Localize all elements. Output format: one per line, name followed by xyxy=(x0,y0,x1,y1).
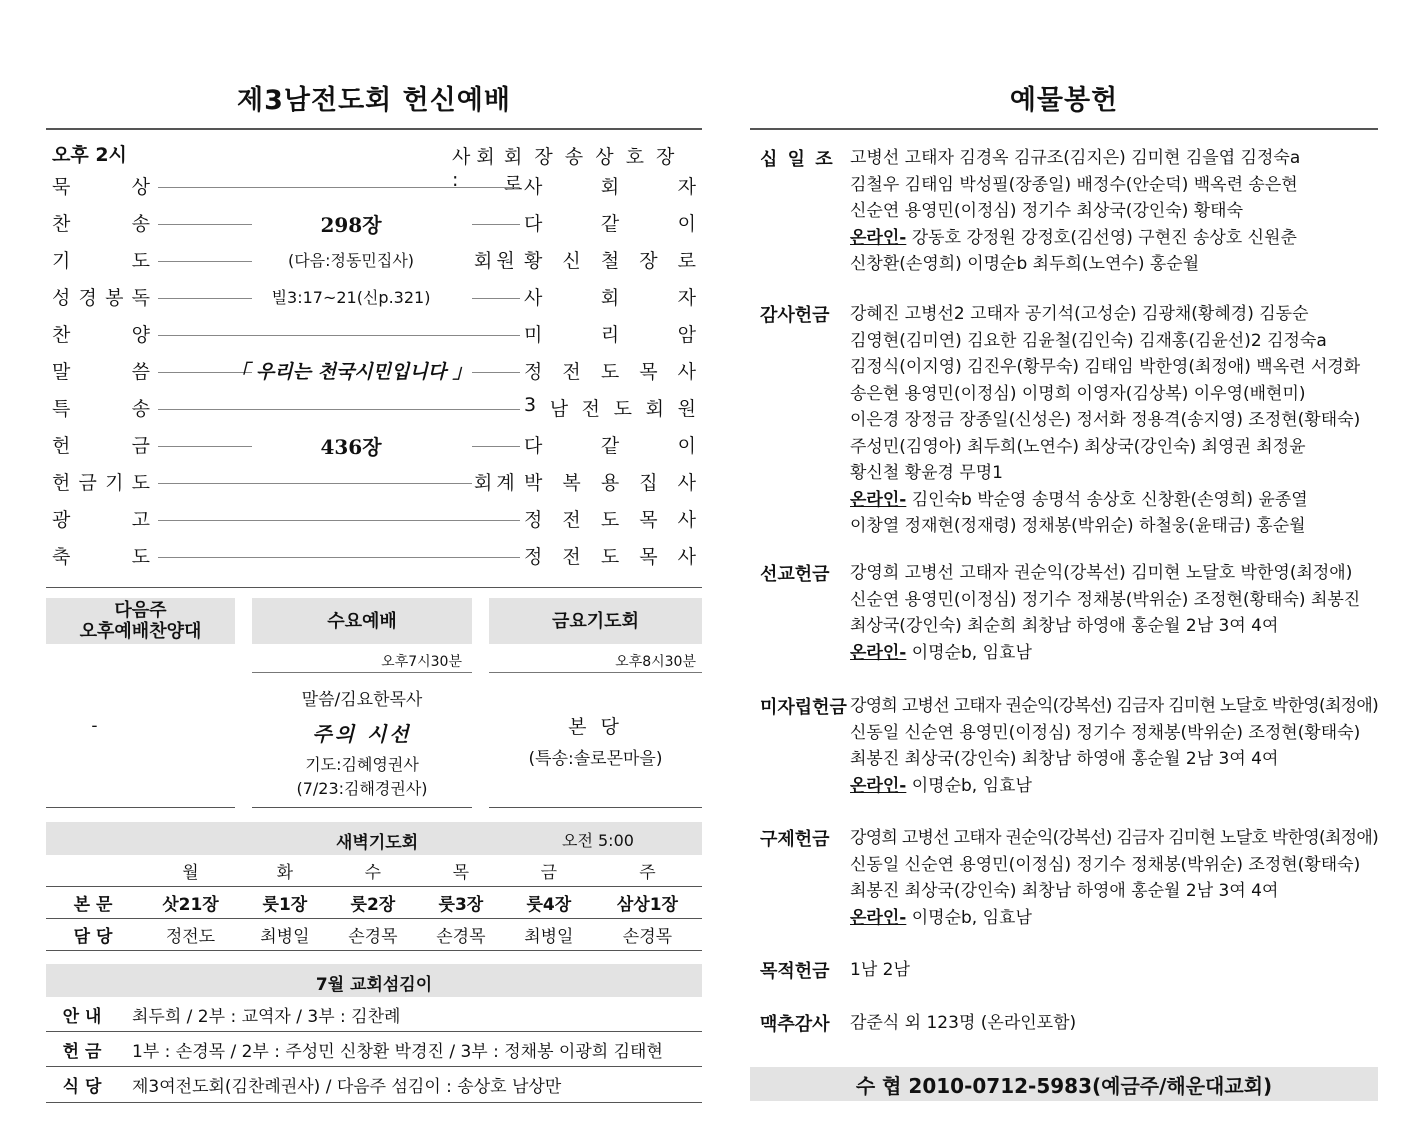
choir-bottom-rule xyxy=(46,807,235,808)
names-line: 신동일 신순연 용영민(이정심) 정기수 정채봉(박위순) 조정현(황태숙) xyxy=(850,854,1361,875)
text-cell: 삼상1장 xyxy=(616,895,678,915)
table-row xyxy=(46,855,702,887)
wednesday-next-prayer: (7/23:김해경권사) xyxy=(296,779,428,798)
names-line: 송은현 용영민(이정심) 이명희 이영자(김상복) 이우영(배현미) xyxy=(850,383,1306,404)
table-row xyxy=(46,887,702,919)
service-label: 식당 xyxy=(62,1076,108,1097)
online-label: 온라인- xyxy=(850,489,907,510)
order-row xyxy=(52,431,696,461)
order-label: 특 송 xyxy=(52,398,150,420)
offering-category: 감사헌금 xyxy=(760,305,830,326)
leader-line xyxy=(472,446,520,447)
leader-line xyxy=(158,557,520,558)
text-cell: 삿21장 xyxy=(162,895,219,915)
choir-box-header xyxy=(46,598,235,644)
online-label: 온라인- xyxy=(850,775,907,796)
service-row-kitchen xyxy=(46,1067,702,1101)
names-line: 1남 2남 xyxy=(850,960,910,980)
order-label: 헌 금 기 도 xyxy=(52,472,150,494)
order-person: 다 같 이 xyxy=(524,435,696,457)
online-names-line: 온라인- 이명순b, 임효남 xyxy=(850,907,1032,928)
friday-special: (특송:솔로몬마을) xyxy=(528,749,663,769)
leader-cell: 최병일 xyxy=(524,927,574,947)
row-label: 담 당 xyxy=(73,927,113,947)
day-cell: 화 xyxy=(276,863,294,883)
order-person: 사 회 자 xyxy=(524,176,696,198)
right-title-rule xyxy=(750,128,1378,130)
friday-time-rule xyxy=(489,672,702,673)
offering-names xyxy=(850,825,1378,931)
names-line: 신순연 용영민(이정심) 정기수 정채봉(박위순) 조정현(황태숙) 최봉진 xyxy=(850,589,1361,610)
service-value: 제3여전도회(김찬례권사) / 다음주 섬김이 : 송상호 남상만 xyxy=(132,1076,562,1097)
leader-line xyxy=(158,187,520,188)
order-detail: 「 우리는 천국시민입니다 」 xyxy=(230,361,472,383)
online-names-line: 온라인- 이명순b, 임효남 xyxy=(850,775,1032,796)
order-row xyxy=(52,468,696,498)
wednesday-bottom-rule xyxy=(252,807,472,808)
wednesday-preacher: 말씀/김요한목사 xyxy=(301,690,423,710)
offering-names xyxy=(850,1010,1378,1037)
order-person: 정 전 도 목 사 xyxy=(524,509,696,531)
offering-category: 선교헌금 xyxy=(760,564,830,585)
leader-line xyxy=(158,409,520,410)
friday-box-header xyxy=(489,598,702,644)
offering-names xyxy=(850,560,1378,666)
order-person: 사 회 자 xyxy=(524,287,696,309)
order-label: 찬 양 xyxy=(52,324,150,346)
order-person: 황 신 철 장 로 xyxy=(524,250,696,272)
names-line: 신동일 신순연 용영민(이정심) 정기수 정채봉(박위순) 조정현(황태숙) xyxy=(850,722,1361,743)
dawn-time: 오전 5:00 xyxy=(562,831,634,850)
leader-cell: 정전도 xyxy=(165,927,216,947)
day-cell: 월 xyxy=(182,863,199,883)
order-person: 정 전 도 목 사 xyxy=(524,546,696,568)
service-value: 최두희 / 2부 : 교역자 / 3부 : 김찬례 xyxy=(132,1006,401,1027)
names-line: 황신철 황윤경 무명1 xyxy=(850,463,1003,483)
names-line: 강영희 고병선 고태자 권순익(강복선) 김금자 김미현 노달호 박한영(최정애) xyxy=(850,696,1379,716)
online-label: 온라인- xyxy=(850,907,907,928)
leader-line xyxy=(158,335,520,336)
worship-time: 오후 2시 xyxy=(52,144,127,166)
offering-names xyxy=(850,145,1378,278)
online-names-line: 이창열 정재현(정재령) 정채봉(박위순) 하철웅(윤태금) 홍순월 xyxy=(850,516,1306,536)
names-line: 신순연 용영민(이정심) 정기수 최상국(강인숙) 황태숙 xyxy=(850,201,1244,221)
day-cell: 주 xyxy=(639,863,656,883)
host-name: 회 장 송 상 호 장 로 xyxy=(504,146,678,195)
wednesday-time: 오후7시30분 xyxy=(381,654,462,670)
order-person: 3 남 전 도 회 원 xyxy=(524,394,696,420)
online-names-line: 신창환(손영희) 이명순b 최두희(노연수) 홍순월 xyxy=(850,254,1200,274)
order-bottom-rule xyxy=(46,587,702,588)
day-cell: 목 xyxy=(452,863,470,883)
leader-line xyxy=(158,520,520,521)
row-label: 본 문 xyxy=(73,895,113,915)
day-cell: 금 xyxy=(540,863,558,883)
order-row xyxy=(52,283,696,313)
leader-line xyxy=(472,298,520,299)
order-row xyxy=(52,542,696,572)
order-label: 광 고 xyxy=(52,509,150,531)
offering-names xyxy=(850,957,1378,984)
names-line: 강영희 고병선 고태자 권순익(강복선) 김금자 김미현 노달호 박한영(최정애) xyxy=(850,828,1379,848)
text-cell: 룻4장 xyxy=(526,895,572,915)
right-page-title: 예물봉헌 xyxy=(1009,85,1119,116)
wednesday-time-rule xyxy=(252,672,472,673)
order-label: 기 도 xyxy=(52,250,150,272)
online-names-line: 온라인- 이명순b, 임효남 xyxy=(850,642,1032,663)
order-row xyxy=(52,246,696,276)
names-line: 최봉진 최상국(강인숙) 최창남 하영애 홍순월 2남 3여 4여 xyxy=(850,749,1279,769)
table-row xyxy=(46,919,702,951)
service-row-guide xyxy=(46,997,702,1031)
offering-names xyxy=(850,693,1378,799)
offering-category: 미자립헌금 xyxy=(760,697,847,718)
service-value: 1부 : 손경목 / 2부 : 주성민 신창환 박경진 / 3부 : 정채봉 이광희 김태현 xyxy=(132,1041,663,1062)
order-row xyxy=(52,357,696,387)
names-line: 강혜진 고병선2 고태자 공기석(고성순) 김광채(황혜경) 김동순 xyxy=(850,304,1309,324)
text-cell: 룻2장 xyxy=(350,895,396,915)
order-person: 다 같 이 xyxy=(524,213,696,235)
left-page-title: 제3남전도회 헌신예배 xyxy=(237,85,511,116)
order-detail: (다음:정동민집사) xyxy=(287,251,415,270)
choir-value: - xyxy=(91,716,98,736)
leader-cell: 최병일 xyxy=(260,927,310,947)
wednesday-prayer: 기도:김혜영권사 xyxy=(305,755,419,774)
order-detail: 298장 xyxy=(320,213,382,237)
wednesday-title: 수요예배 xyxy=(327,610,397,632)
friday-bottom-rule xyxy=(489,807,702,808)
names-line: 감준식 외 123명 (온라인포함) xyxy=(850,1013,1077,1033)
leader-cell: 손경목 xyxy=(622,927,673,947)
text-cell: 룻3장 xyxy=(438,895,484,915)
order-row xyxy=(52,320,696,350)
host-label: 사 회 : xyxy=(452,146,495,191)
friday-place: 본 당 xyxy=(568,716,623,738)
names-line: 고병선 고태자 김경옥 김규조(김지은) 김미현 김을엽 김정숙a xyxy=(850,148,1301,168)
leader-cell: 손경목 xyxy=(436,927,486,947)
offering-names xyxy=(850,301,1378,540)
wednesday-sermon: 주의 시선 xyxy=(312,722,412,746)
service-label: 헌금 xyxy=(62,1041,108,1062)
online-names-line: 온라인- 김인숙b 박순영 송명석 송상호 신창환(손영희) 윤종열 xyxy=(850,489,1308,510)
order-person: 정 전 도 목 사 xyxy=(524,361,696,383)
offering-category: 맥추감사 xyxy=(760,1014,830,1035)
title-rule xyxy=(46,128,702,130)
order-row xyxy=(52,172,696,202)
leader-line xyxy=(472,224,520,225)
names-line: 최상국(강인숙) 최순희 최창남 하영애 홍순월 2남 3여 4여 xyxy=(850,616,1279,636)
order-role: 회원 xyxy=(474,250,519,272)
offering-category: 십 일 조 xyxy=(760,149,835,170)
friday-title: 금요기도회 xyxy=(552,610,639,632)
choir-title-1: 다음주 xyxy=(114,600,167,621)
online-label: 온라인- xyxy=(850,227,907,248)
order-row xyxy=(52,209,696,239)
leader-line xyxy=(158,483,472,484)
names-line: 김영현(김미연) 김요한 김윤철(김인숙) 김재홍(김윤선)2 김정숙a xyxy=(850,330,1327,351)
names-line: 주성민(김영아) 최두희(노연수) 최상국(강인숙) 최영권 최정윤 xyxy=(850,436,1306,457)
order-label: 묵 상 xyxy=(52,176,150,198)
online-names-line: 온라인- 강동호 강정원 강정호(김선영) 구현진 송상호 신원춘 xyxy=(850,227,1297,248)
order-label: 헌 금 xyxy=(52,435,150,457)
order-detail: 빌3:17~21(신p.321) xyxy=(271,288,431,307)
order-row xyxy=(52,394,696,424)
order-detail: 436장 xyxy=(320,435,382,459)
dawn-title: 새벽기도회 xyxy=(336,833,419,853)
order-label: 찬 송 xyxy=(52,213,150,235)
names-line: 최봉진 최상국(강인숙) 최창남 하영애 홍순월 2남 3여 4여 xyxy=(850,881,1279,901)
names-line: 이은경 장정금 장종일(신성은) 정서화 정용격(송지영) 조정현(황태숙) xyxy=(850,410,1361,430)
order-row xyxy=(52,505,696,535)
day-cell: 수 xyxy=(364,863,382,883)
order-label: 축 도 xyxy=(52,546,150,568)
offering-category: 목적헌금 xyxy=(760,961,830,982)
order-label: 성 경 봉 독 xyxy=(52,287,150,309)
friday-time: 오후8시30분 xyxy=(615,654,696,670)
bank-account-text: 수 협 2010-0712-5983(예금주/해운대교회) xyxy=(855,1073,1273,1098)
order-label: 말 씀 xyxy=(52,361,150,383)
service-title: 7월 교회섬김이 xyxy=(315,975,433,995)
names-line: 강영희 고병선 고태자 권순익(강복선) 김미현 노달호 박한영(최정애) xyxy=(850,563,1353,583)
choir-title-2: 오후예배찬양대 xyxy=(79,621,202,642)
names-line: 김철우 김태임 박성필(장종일) 배정수(안순덕) 백옥련 송은현 xyxy=(850,174,1298,195)
names-line: 김정식(이지영) 김진우(황무숙) 김태임 박한영(최정애) 백옥련 서경화 xyxy=(850,357,1361,377)
leader-cell: 손경목 xyxy=(348,927,398,947)
order-person: 미 리 암 xyxy=(524,324,696,346)
order-person: 박 복 용 집 사 xyxy=(524,472,696,494)
online-label: 온라인- xyxy=(850,642,907,663)
offering-category: 구제헌금 xyxy=(760,829,830,850)
service-rule xyxy=(46,1102,702,1103)
wednesday-box-header xyxy=(252,598,472,644)
text-cell: 룻1장 xyxy=(262,895,308,915)
service-row-offering xyxy=(46,1032,702,1066)
order-role: 회계 xyxy=(474,472,519,494)
leader-line xyxy=(472,372,520,373)
bank-account xyxy=(750,1067,1378,1101)
service-label: 안내 xyxy=(62,1006,108,1027)
dawn-schedule-table xyxy=(46,855,702,951)
